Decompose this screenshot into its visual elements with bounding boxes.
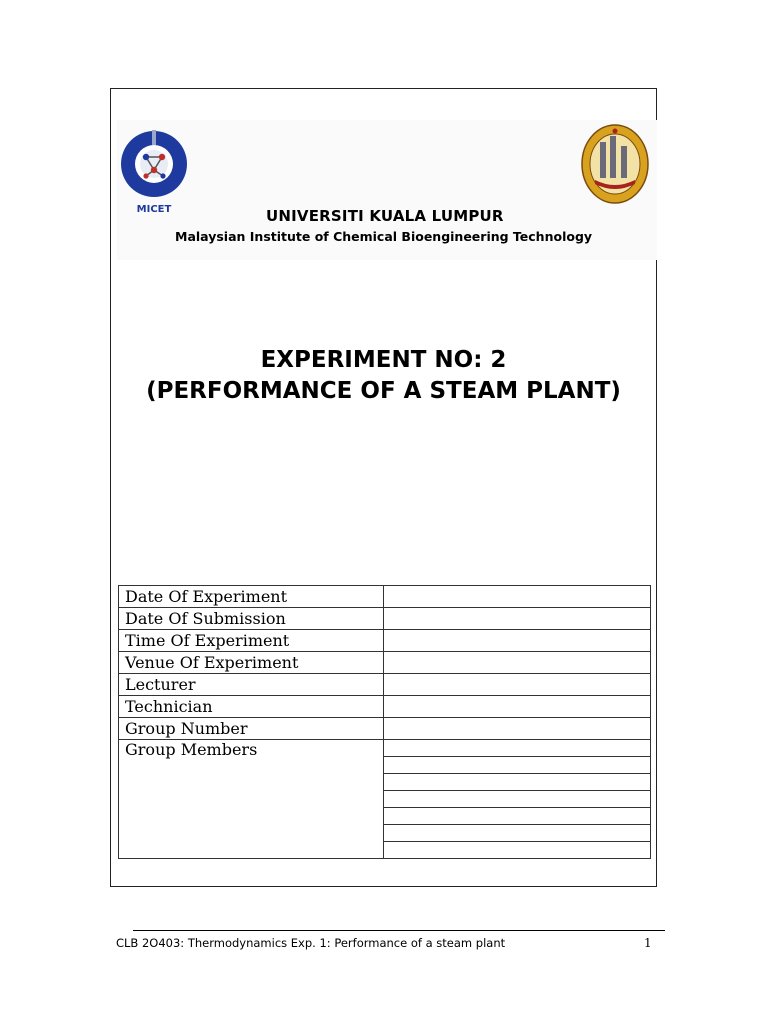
info-row: [119, 630, 651, 652]
info-value-field[interactable]: [384, 608, 651, 630]
info-value-field[interactable]: [384, 586, 651, 608]
info-label: Date Of Experiment: [119, 586, 384, 608]
info-label: Time Of Experiment: [119, 630, 384, 652]
info-value-field[interactable]: [384, 674, 651, 696]
page-number: 1: [644, 936, 652, 950]
member-entry-line[interactable]: [384, 757, 650, 774]
info-label: Venue Of Experiment: [119, 652, 384, 674]
member-entry-line[interactable]: [384, 808, 650, 825]
info-label: Technician: [119, 696, 384, 718]
info-value-field[interactable]: [384, 718, 651, 740]
group-members-row: [119, 740, 651, 859]
info-row: [119, 674, 651, 696]
info-row: [119, 718, 651, 740]
member-entry-line[interactable]: [384, 791, 650, 808]
experiment-info-table: [118, 585, 651, 859]
info-value-field[interactable]: [384, 630, 651, 652]
unikl-crest-icon: [581, 124, 649, 204]
experiment-number: EXPERIMENT NO: 2: [260, 347, 507, 373]
institute-name: Malaysian Institute of Chemical Bioengineering Technology: [175, 229, 593, 244]
experiment-title: (PERFORMANCE OF A STEAM PLANT): [146, 378, 621, 404]
info-label: Lecturer: [119, 674, 384, 696]
footer-rule: [133, 930, 665, 931]
member-entry-line[interactable]: [384, 740, 650, 757]
university-name: UNIVERSITI KUALA LUMPUR: [266, 207, 504, 225]
group-members-field: [384, 740, 651, 859]
info-row: [119, 696, 651, 718]
micet-logo-text: MICET: [136, 204, 172, 215]
footer-text: CLB 2O403: Thermodynamics Exp. 1: Performance of a steam plant: [116, 936, 506, 950]
info-value-field[interactable]: [384, 652, 651, 674]
info-value-field[interactable]: [384, 696, 651, 718]
info-row: [119, 652, 651, 674]
micet-logo-icon: [118, 130, 190, 215]
member-entry-line[interactable]: [384, 842, 650, 858]
info-label: Date Of Submission: [119, 608, 384, 630]
member-entry-line[interactable]: [384, 774, 650, 791]
info-row: [119, 586, 651, 608]
info-row: [119, 608, 651, 630]
group-members-label: Group Members: [119, 740, 384, 859]
member-entry-line[interactable]: [384, 825, 650, 842]
info-label: Group Number: [119, 718, 384, 740]
